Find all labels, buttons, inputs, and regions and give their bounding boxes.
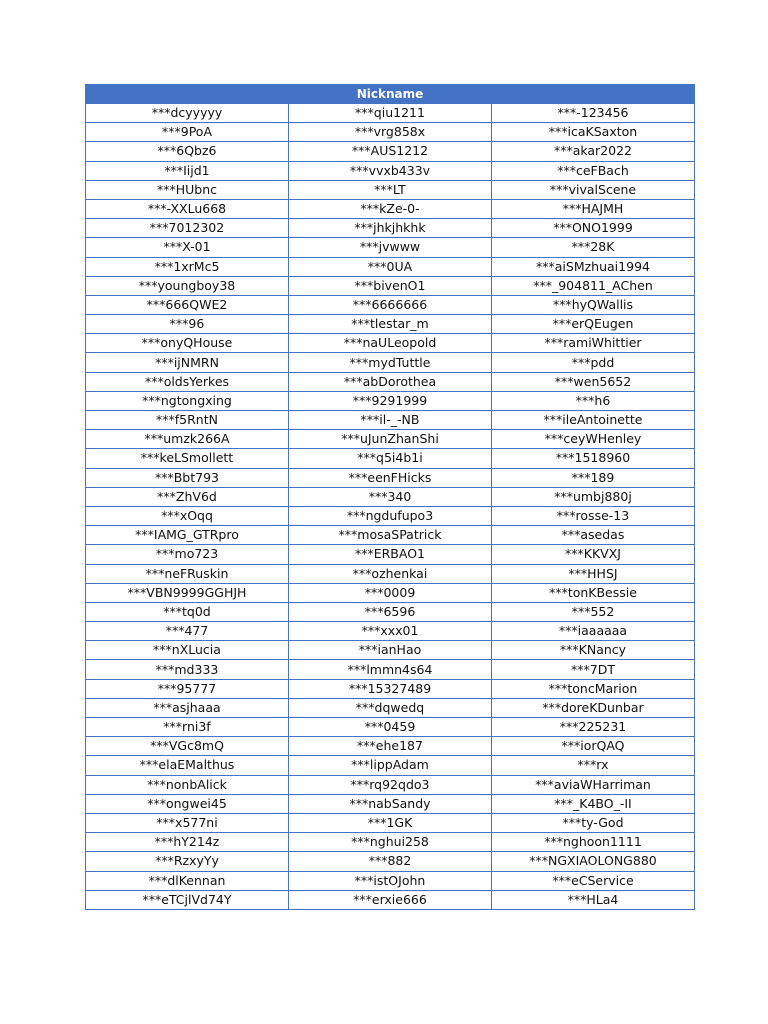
- nickname-cell: ***akar2022: [492, 142, 695, 161]
- nickname-cell: ***hyQWallis: [492, 295, 695, 314]
- nickname-cell: ***_K4BO_-II: [492, 794, 695, 813]
- table-row: [86, 583, 695, 602]
- nickname-cell: ***189: [492, 468, 695, 487]
- nickname-cell: ***9PoA: [86, 123, 289, 142]
- nickname-table: [85, 84, 695, 910]
- nickname-cell: ***h6: [492, 391, 695, 410]
- nickname-cell: ***lippAdam: [289, 756, 492, 775]
- nickname-cell: ***rx: [492, 756, 695, 775]
- table-row: [86, 295, 695, 314]
- table-row: [86, 104, 695, 123]
- nickname-cell: ***HLa4: [492, 890, 695, 909]
- nickname-cell: ***md333: [86, 660, 289, 679]
- nickname-cell: ***552: [492, 602, 695, 621]
- nickname-cell: ***tlestar_m: [289, 315, 492, 334]
- column-header-nickname: Nickname: [86, 85, 695, 104]
- nickname-cell: ***ianHao: [289, 641, 492, 660]
- nickname-cell: ***1GK: [289, 813, 492, 832]
- nickname-cell: ***umbj880j: [492, 487, 695, 506]
- nickname-cell: ***uJunZhanShi: [289, 430, 492, 449]
- nickname-cell: ***nonbAlick: [86, 775, 289, 794]
- nickname-cell: ***_904811_AChen: [492, 276, 695, 295]
- nickname-cell: ***ceyWHenley: [492, 430, 695, 449]
- nickname-cell: ***Iijd1: [86, 161, 289, 180]
- table-row: [86, 372, 695, 391]
- nickname-cell: ***nabSandy: [289, 794, 492, 813]
- nickname-cell: ***icaKSaxton: [492, 123, 695, 142]
- table-row: [86, 852, 695, 871]
- table-row: [86, 622, 695, 641]
- nickname-cell: ***erQEugen: [492, 315, 695, 334]
- nickname-cell: ***mosaSPatrick: [289, 526, 492, 545]
- table-row: [86, 161, 695, 180]
- nickname-cell: ***lmmn4s64: [289, 660, 492, 679]
- nickname-cell: ***ty-God: [492, 813, 695, 832]
- nickname-cell: ***oldsYerkes: [86, 372, 289, 391]
- nickname-cell: ***eenFHicks: [289, 468, 492, 487]
- nickname-cell: ***keLSmollett: [86, 449, 289, 468]
- nickname-cell: ***96: [86, 315, 289, 334]
- nickname-cell: ***-123456: [492, 104, 695, 123]
- nickname-cell: ***ijNMRN: [86, 353, 289, 372]
- nickname-cell: ***hY214z: [86, 833, 289, 852]
- table-row: [86, 775, 695, 794]
- nickname-cell: ***x577ni: [86, 813, 289, 832]
- nickname-cell: ***6666666: [289, 295, 492, 314]
- table-row: [86, 718, 695, 737]
- table-row: [86, 487, 695, 506]
- nickname-cell: ***umzk266A: [86, 430, 289, 449]
- nickname-cell: ***882: [289, 852, 492, 871]
- nickname-cell: ***225231: [492, 718, 695, 737]
- nickname-cell: ***ozhenkai: [289, 564, 492, 583]
- table-row: [86, 180, 695, 199]
- nickname-cell: ***tonKBessie: [492, 583, 695, 602]
- table-row: [86, 142, 695, 161]
- table-row: [86, 833, 695, 852]
- nickname-cell: ***KNancy: [492, 641, 695, 660]
- nickname-cell: ***RzxyYy: [86, 852, 289, 871]
- nickname-cell: ***dlKennan: [86, 871, 289, 890]
- nickname-cell: ***aviaWHarriman: [492, 775, 695, 794]
- table-row: [86, 526, 695, 545]
- nickname-cell: ***AUS1212: [289, 142, 492, 161]
- nickname-cell: ***dqwedq: [289, 698, 492, 717]
- nickname-cell: ***aiSMzhuai1994: [492, 257, 695, 276]
- nickname-cell: ***HAJMH: [492, 199, 695, 218]
- nickname-cell: ***ehe187: [289, 737, 492, 756]
- nickname-cell: ***15327489: [289, 679, 492, 698]
- nickname-cell: ***iorQAQ: [492, 737, 695, 756]
- table-header-row: [86, 85, 695, 104]
- nickname-cell: ***NGXIAOLONG880: [492, 852, 695, 871]
- nickname-cell: ***477: [86, 622, 289, 641]
- table-row: [86, 238, 695, 257]
- table-row: [86, 813, 695, 832]
- table-row: [86, 468, 695, 487]
- nickname-cell: ***1xrMc5: [86, 257, 289, 276]
- nickname-cell: ***vvxb433v: [289, 161, 492, 180]
- table-row: [86, 199, 695, 218]
- nickname-cell: ***rni3f: [86, 718, 289, 737]
- nickname-cell: ***youngboy38: [86, 276, 289, 295]
- nickname-cell: ***erxie666: [289, 890, 492, 909]
- nickname-cell: ***X-01: [86, 238, 289, 257]
- nickname-cell: ***LT: [289, 180, 492, 199]
- nickname-cell: ***0UA: [289, 257, 492, 276]
- table-row: [86, 276, 695, 295]
- nickname-cell: ***KKVXJ: [492, 545, 695, 564]
- table-row: [86, 430, 695, 449]
- nickname-cell: ***jvwww: [289, 238, 492, 257]
- nickname-cell: ***VGc8mQ: [86, 737, 289, 756]
- nickname-cell: ***0459: [289, 718, 492, 737]
- nickname-cell: ***ngtongxing: [86, 391, 289, 410]
- nickname-cell: ***nghui258: [289, 833, 492, 852]
- nickname-cell: ***ceFBach: [492, 161, 695, 180]
- nickname-cell: ***tq0d: [86, 602, 289, 621]
- nickname-cell: ***1518960: [492, 449, 695, 468]
- nickname-cell: ***95777: [86, 679, 289, 698]
- table-row: [86, 257, 695, 276]
- nickname-cell: ***q5i4b1i: [289, 449, 492, 468]
- nickname-cell: ***xxx01: [289, 622, 492, 641]
- nickname-cell: ***0009: [289, 583, 492, 602]
- nickname-cell: ***jhkjhkhk: [289, 219, 492, 238]
- nickname-cell: ***dcyyyyy: [86, 104, 289, 123]
- table-row: [86, 411, 695, 430]
- nickname-cell: ***340: [289, 487, 492, 506]
- table-row: [86, 219, 695, 238]
- nickname-cell: ***mydTuttle: [289, 353, 492, 372]
- nickname-cell: ***IAMG_GTRpro: [86, 526, 289, 545]
- table-row: [86, 679, 695, 698]
- nickname-cell: ***-XXLu668: [86, 199, 289, 218]
- nickname-cell: ***rosse-13: [492, 506, 695, 525]
- nickname-cell: ***ZhV6d: [86, 487, 289, 506]
- nickname-cell: ***neFRuskin: [86, 564, 289, 583]
- table-row: [86, 602, 695, 621]
- nickname-cell: ***eTCjlVd74Y: [86, 890, 289, 909]
- table-row: [86, 794, 695, 813]
- table-row: [86, 641, 695, 660]
- table-row: [86, 506, 695, 525]
- table-row: [86, 353, 695, 372]
- nickname-cell: ***rq92qdo3: [289, 775, 492, 794]
- table-row: [86, 871, 695, 890]
- nickname-cell: ***eCService: [492, 871, 695, 890]
- nickname-cell: ***wen5652: [492, 372, 695, 391]
- nickname-cell: ***HHSJ: [492, 564, 695, 583]
- table-row: [86, 334, 695, 353]
- nickname-cell: ***kZe-0-: [289, 199, 492, 218]
- nickname-cell: ***xOqq: [86, 506, 289, 525]
- nickname-cell: ***elaEMalthus: [86, 756, 289, 775]
- nickname-cell: ***ngdufupo3: [289, 506, 492, 525]
- table-row: [86, 737, 695, 756]
- nickname-cell: ***qiu1211: [289, 104, 492, 123]
- nickname-cell: ***ileAntoinette: [492, 411, 695, 430]
- nickname-cell: ***nXLucia: [86, 641, 289, 660]
- nickname-cell: ***ERBAO1: [289, 545, 492, 564]
- table-row: [86, 123, 695, 142]
- nickname-cell: ***Bbt793: [86, 468, 289, 487]
- nickname-cell: ***ramiWhittier: [492, 334, 695, 353]
- nickname-cell: ***asjhaaa: [86, 698, 289, 717]
- nickname-cell: ***doreKDunbar: [492, 698, 695, 717]
- nickname-cell: ***pdd: [492, 353, 695, 372]
- table-row: [86, 660, 695, 679]
- table-body: [86, 104, 695, 910]
- table-row: [86, 698, 695, 717]
- nickname-cell: ***asedas: [492, 526, 695, 545]
- nickname-cell: ***iaaaaaa: [492, 622, 695, 641]
- table-row: [86, 890, 695, 909]
- nickname-cell: ***666QWE2: [86, 295, 289, 314]
- nickname-cell: ***abDorothea: [289, 372, 492, 391]
- nickname-cell: ***f5RntN: [86, 411, 289, 430]
- nickname-cell: ***mo723: [86, 545, 289, 564]
- nickname-cell: ***istOJohn: [289, 871, 492, 890]
- table-row: [86, 391, 695, 410]
- table-row: [86, 756, 695, 775]
- nickname-cell: ***7DT: [492, 660, 695, 679]
- nickname-cell: ***vrg858x: [289, 123, 492, 142]
- nickname-cell: ***naULeopold: [289, 334, 492, 353]
- table-row: [86, 545, 695, 564]
- nickname-cell: ***vivalScene: [492, 180, 695, 199]
- nickname-cell: ***7012302: [86, 219, 289, 238]
- nickname-cell: ***VBN9999GGHJH: [86, 583, 289, 602]
- table-row: [86, 315, 695, 334]
- nickname-cell: ***6596: [289, 602, 492, 621]
- table-row: [86, 564, 695, 583]
- nickname-cell: ***ongwei45: [86, 794, 289, 813]
- table-row: [86, 449, 695, 468]
- nickname-cell: ***nghoon1111: [492, 833, 695, 852]
- nickname-cell: ***onyQHouse: [86, 334, 289, 353]
- nickname-cell: ***28K: [492, 238, 695, 257]
- nickname-cell: ***bivenO1: [289, 276, 492, 295]
- nickname-cell: ***ONO1999: [492, 219, 695, 238]
- nickname-cell: ***9291999: [289, 391, 492, 410]
- nickname-cell: ***6Qbz6: [86, 142, 289, 161]
- nickname-cell: ***il-_-NB: [289, 411, 492, 430]
- nickname-cell: ***toncMarion: [492, 679, 695, 698]
- nickname-cell: ***HUbnc: [86, 180, 289, 199]
